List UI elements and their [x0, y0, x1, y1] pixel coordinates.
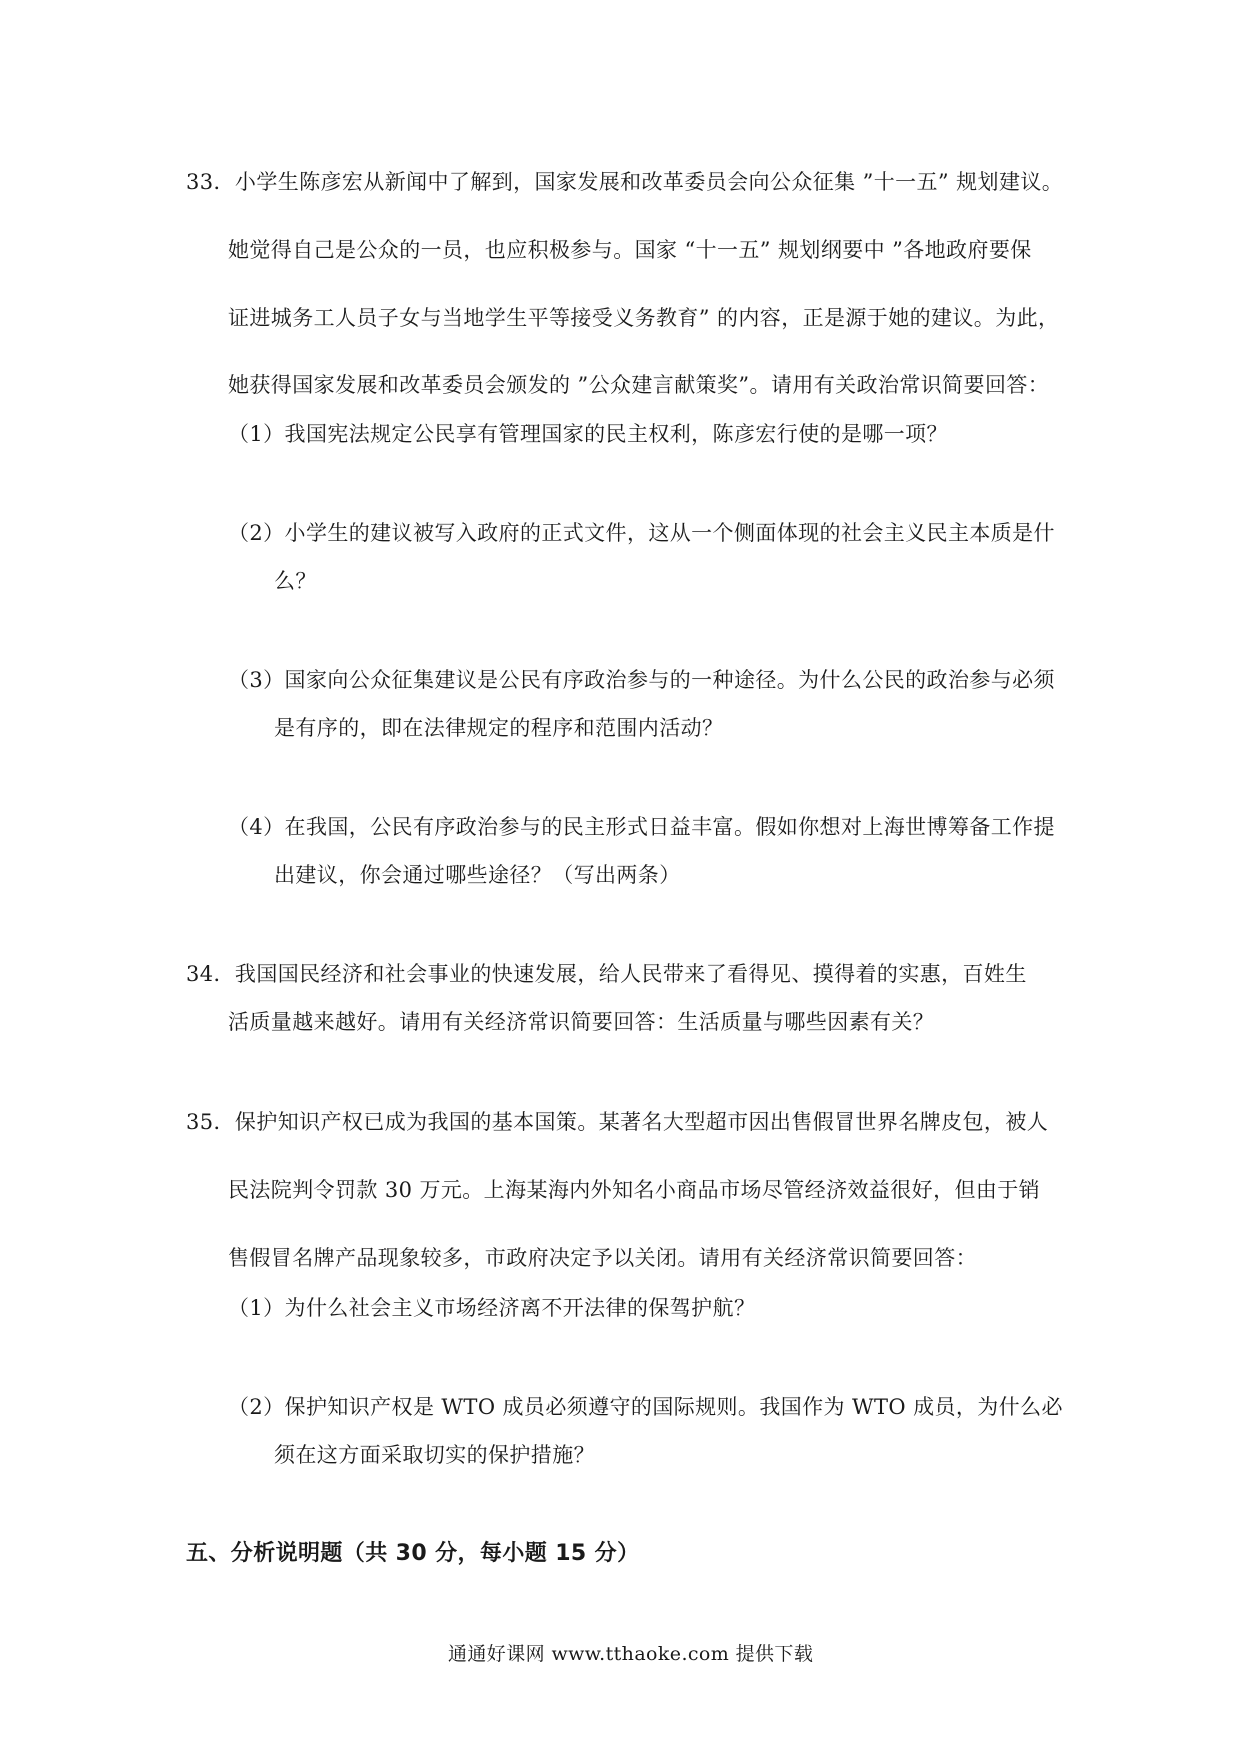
q35-sub1: （1）为什么社会主义市场经济离不开法律的保驾护航？ [228, 1296, 756, 1320]
q33-line-1: 33．小学生陈彦宏从新闻中了解到，国家发展和改革委员会向公众征集 ”十一五” 规划建议。 [186, 170, 1064, 194]
section-5-heading: 五、分析说明题（共 30 分，每小题 15 分） [186, 1541, 640, 1566]
q35-line-3: 售假冒名牌产品现象较多，市政府决定予以关闭。请用有关经济常识简要回答： [228, 1246, 977, 1270]
q33-sub3-line-2: 是有序的，即在法律规定的程序和范围内活动？ [274, 716, 724, 740]
q33-line-4: 她获得国家发展和改革委员会颁发的 ”公众建言献策奖”。请用有关政治常识简要回答： [228, 373, 1050, 397]
q34-line-2: 活质量越来越好。请用有关经济常识简要回答：生活质量与哪些因素有关？ [228, 1010, 935, 1034]
q33-sub4-line-2: 出建议，你会通过哪些途径？（写出两条） [274, 863, 681, 887]
q34-line-1: 34．我国国民经济和社会事业的快速发展，给人民带来了看得见、摸得着的实惠，百姓生 [186, 962, 1027, 986]
q33-line-3: 证进城务工人员子女与当地学生平等接受义务教育” 的内容，正是源于她的建议。为此， [228, 306, 1060, 330]
q35-line-1: 35．保护知识产权已成为我国的基本国策。某著名大型超市因出售假冒世界名牌皮包，被人 [186, 1110, 1049, 1134]
q35-line-2: 民法院判令罚款 30 万元。上海某海内外知名小商品市场尽管经济效益很好，但由于销 [228, 1178, 1041, 1202]
q33-sub2-line-1: （2）小学生的建议被写入政府的正式文件，这从一个侧面体现的社会主义民主本质是什 [228, 521, 1055, 545]
q33-sub2-line-2: 么？ [274, 569, 317, 593]
q33-sub4-line-1: （4）在我国，公民有序政治参与的民主形式日益丰富。假如你想对上海世博筹备工作提 [228, 815, 1055, 839]
q33-sub1: （1）我国宪法规定公民享有管理国家的民主权利，陈彦宏行使的是哪一项？ [228, 422, 948, 446]
footer-download-note: 通通好课网 www.tthaoke.com 提供下载 [448, 1643, 814, 1665]
q35-sub2-line-2: 须在这方面采取切实的保护措施？ [274, 1443, 595, 1467]
q33-line-2: 她觉得自己是公众的一员，也应积极参与。国家 “十一五” 规划纲要中 ”各地政府要保 [228, 238, 1032, 262]
q33-sub3-line-1: （3）国家向公众征集建议是公民有序政治参与的一种途径。为什么公民的政治参与必须 [228, 668, 1055, 692]
q35-sub2-line-1: （2）保护知识产权是 WTO 成员必须遵守的国际规则。我国作为 WTO 成员，为什么必 [228, 1395, 1063, 1419]
